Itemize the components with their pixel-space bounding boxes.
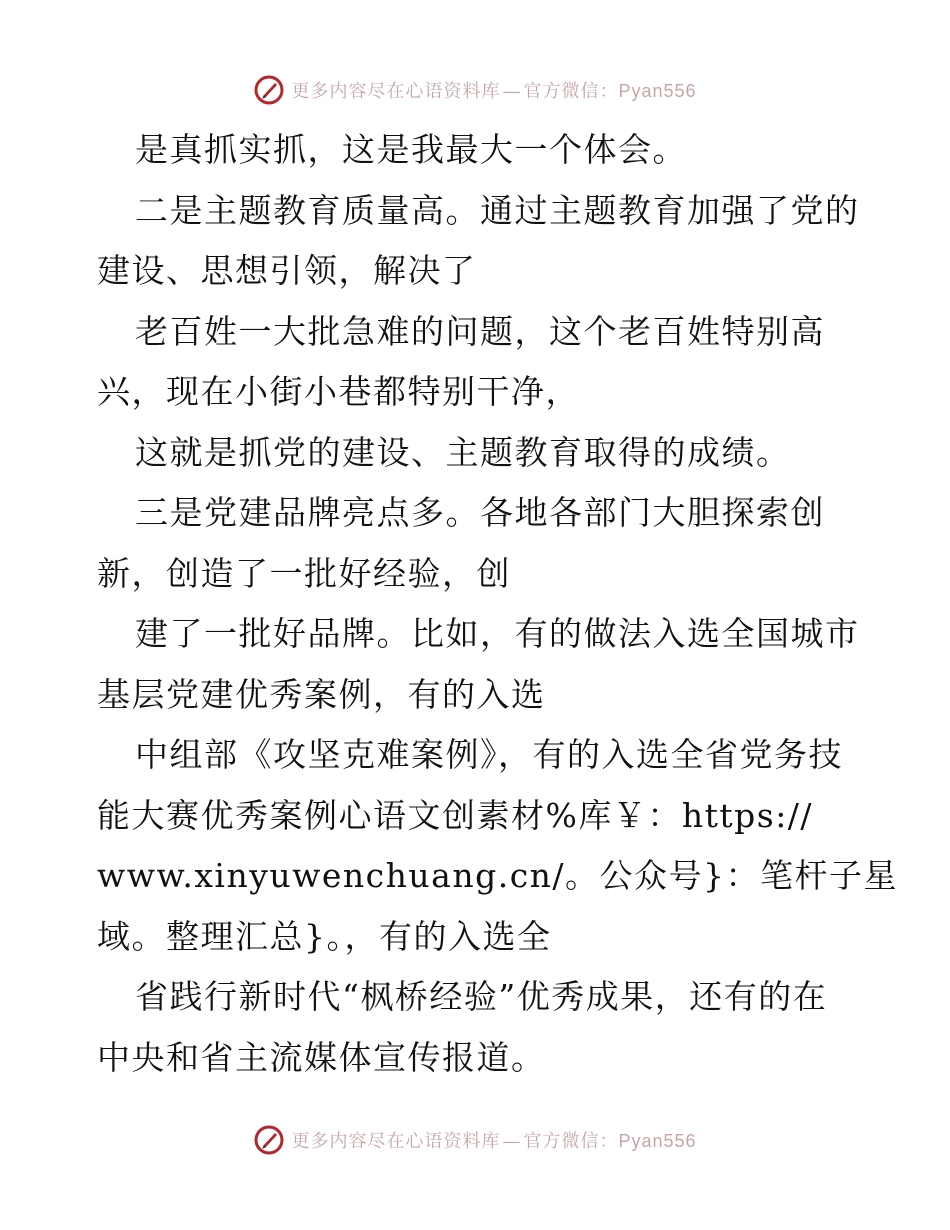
footer-site-text: 更多内容尽在心语资料库 [291,1131,501,1152]
footer-banner-text [291,1127,696,1153]
text-line: 中组部《攻坚克难案例》，有的入选全省党务技 [135,735,843,774]
text-line: 三是党建品牌亮点多。各地各部门大胆探索创 [135,493,825,532]
text-line: 这就是抓党的建设、主题教育取得的成绩。 [135,432,791,472]
text-line: 能大赛优秀案例心语文创素材%库￥：https:// [97,795,814,835]
header-site-text: 更多内容尽在心语资料库 [291,81,501,102]
document-body [97,120,899,1088]
header-wechat-text: 官方微信：Pyan556 [523,81,697,101]
header-separator: — [502,81,522,102]
text-line: 建了一批好品牌。比如，有的做法入选全国城市 [135,614,860,653]
text-line: www.xinyuwenchuang.cn/。公众号}：笔杆子星 [97,856,899,895]
text-line: 建设、思想引领，解决了 [97,251,477,290]
footer-wechat-text: 官方微信：Pyan556 [523,1131,697,1151]
text-line: 兴，现在小街小巷都特别干净， [97,372,580,411]
text-line: 新，创造了一批好经验，创 [97,553,511,593]
text-line: 是真抓实抓，这是我最大一个体会。 [135,130,687,169]
text-line: 中央和省主流媒体宣传报道。 [97,1037,546,1077]
quill-logo-icon [253,1124,285,1156]
quill-logo-icon [253,74,285,106]
text-line: 老百姓一大批急难的问题，这个老百姓特别高 [135,311,825,351]
footer-banner [0,1120,950,1160]
footer-separator: — [502,1131,522,1152]
header-banner-text [291,77,696,103]
text-line: 域。整理汇总}。，有的入选全 [97,916,552,956]
text-line: 基层党建优秀案例，有的入选 [97,674,546,714]
text-line: 二是主题教育质量高。通过主题教育加强了党的 [135,190,860,230]
header-banner [0,70,950,110]
text-line: 省践行新时代“枫桥经验”优秀成果，还有的在 [135,977,828,1016]
